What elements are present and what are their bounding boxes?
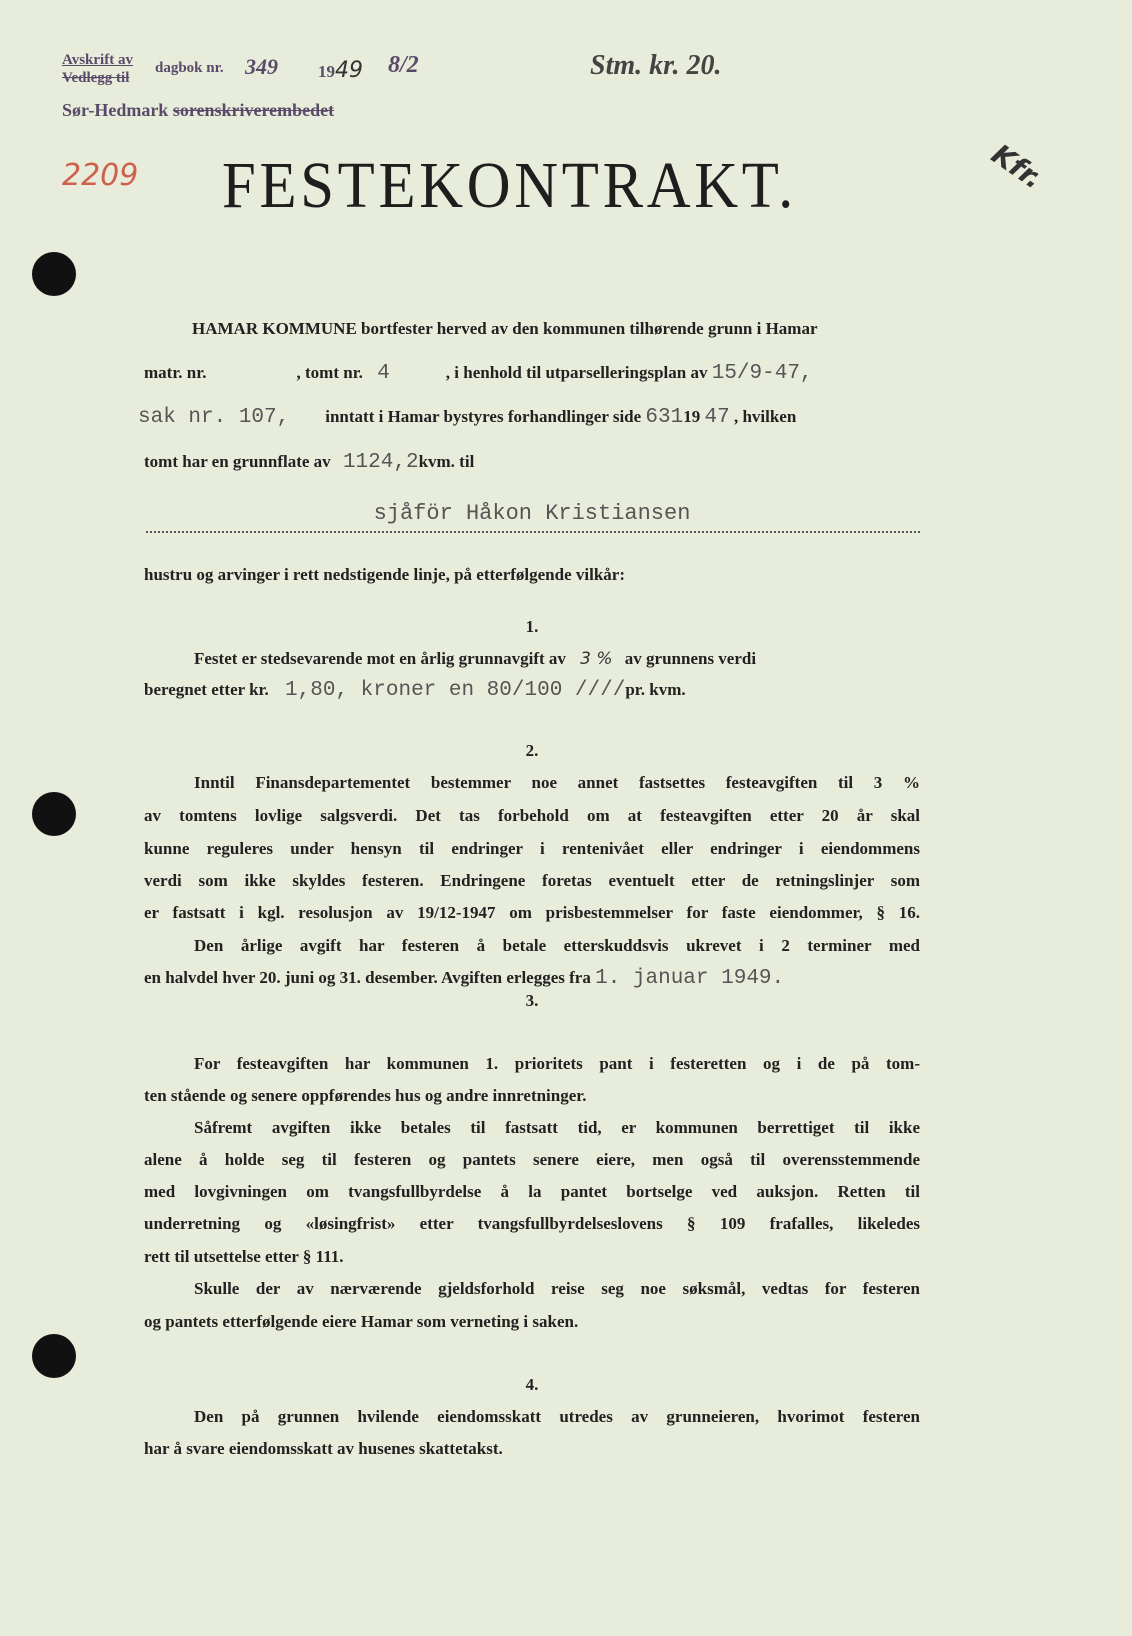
dotted-line <box>146 531 920 533</box>
section-3-line: For festeavgiften har kommunen 1. prioritets pant i festeretten og i de på tom- <box>194 1054 920 1073</box>
text: en halvdel hver 20. juni og 31. desember. Avgiften erlegges fra <box>144 968 591 987</box>
punch-hole <box>32 792 76 836</box>
section-3-line: rett til utsettelse etter § 111. <box>144 1247 344 1266</box>
plan-date: 15/9-47, <box>711 362 813 385</box>
document-title: FESTEKONTRAKT. <box>222 149 797 222</box>
text: pr. kvm. <box>625 680 686 699</box>
text: , hvilken <box>733 407 797 426</box>
section-2-line: Inntil Finansdepartementet bestemmer noe annet fastsettes festeavgiften til 3 % <box>194 773 920 792</box>
tomt-number: 4 <box>377 362 390 385</box>
office-struck: sorenskriverembedet <box>172 100 335 120</box>
price: 1,80, kroner en 80/100 //// <box>285 679 626 702</box>
section-3-line: alene å holde seg til festeren og pantets senere eiere, men også til overensstemmende <box>144 1150 920 1169</box>
text: matr. nr. <box>144 363 207 382</box>
text: Festet er stedsevarende mot en årlig grunnavgift av <box>194 649 566 668</box>
intro-line-1: HAMAR KOMMUNE bortfester herved av den kommunen tilhørende grunn i Hamar <box>192 319 818 338</box>
text: , i henhold til utparselleringsplan av <box>445 363 708 382</box>
section-3-line: med lovgivningen om tvangsfullbyrdelse å la pantet bortselge ved auksjon. Retten til <box>144 1182 920 1201</box>
section-2-line: av tomtens lovlige salgsverdi. Det tas forbehold om at festeavgiften etter 20 år skal <box>144 806 920 825</box>
section-3-line: Såfremt avgiften ikke betales til fastsatt tid, er kommunen berrettiget til ikke <box>194 1118 920 1137</box>
lessee-name: sjåför Håkon Kristiansen <box>373 501 691 526</box>
year: 47 <box>704 406 730 429</box>
reference-number: 2209 <box>62 158 139 193</box>
text: , tomt nr. <box>296 363 363 382</box>
punch-hole <box>32 1334 76 1378</box>
dagbok-number: 349 <box>245 54 278 79</box>
section-2-line: kunne reguleres under hensyn til endringer i rentenivået eller endringer i eiendommens <box>144 839 920 858</box>
percentage: 3 % <box>580 649 613 669</box>
stamp-dagbok: dagbok nr. <box>155 60 224 76</box>
text: 19 <box>683 407 701 426</box>
punch-hole <box>32 252 76 296</box>
year-suffix: 49 <box>335 58 363 83</box>
year-prefix: 19 <box>318 62 335 81</box>
text: inntatt i Hamar bystyres forhandlinger side <box>325 407 642 426</box>
section-3-line: Skulle der av nærværende gjeldsforhold reise seg noe søksmål, vedtas for festeren <box>194 1279 920 1298</box>
section-4-line: Den på grunnen hvilende eiendomsskatt utredes av grunneieren, hvorimot festeren <box>194 1407 920 1426</box>
intro-line-5: hustru og arvinger i rett nedstigende linje, på etterfølgende vilkår: <box>144 565 625 584</box>
initials: Kfr. <box>985 137 1049 196</box>
section-2-line: verdi som ikke skyldes festeren. Endringene foretas eventuelt etter de retningslinjer som <box>144 871 920 890</box>
stamp-duty-note: Stm. kr. 20. <box>590 50 722 81</box>
text: kvm. til <box>418 452 475 471</box>
section-4-number: 4. <box>525 1375 539 1394</box>
section-2-line: er fastsatt i kgl. resolusjon av 19/12-1947 om prisbestemmelser for faste eiendommer, § 16. <box>144 903 920 922</box>
text: av grunnens verdi <box>624 649 757 668</box>
office-name: Sør-Hedmark <box>62 100 169 120</box>
stamp-avskrift: Avskrift av <box>62 52 133 68</box>
date-handwritten: 8/2 <box>388 52 419 78</box>
section-3-number: 3. <box>525 991 539 1010</box>
text: tomt har en grunnflate av <box>144 452 331 471</box>
area: 1124,2 <box>342 451 419 474</box>
section-4-line: har å svare eiendomsskatt av husenes skattetakst. <box>144 1439 503 1458</box>
section-2-number: 2. <box>525 741 539 760</box>
section-3-line: underretning og «løsingfrist» etter tvangsfullbyrdelseslovens § 109 frafalles, likeledes <box>144 1214 920 1233</box>
section-3-line: ten stående og senere oppførendes hus og andre innretninger. <box>144 1086 587 1105</box>
section-3-line: og pantets etterfølgende eiere Hamar som verneting i saken. <box>144 1312 579 1331</box>
start-date: 1. januar 1949. <box>595 967 785 990</box>
page-number: 631 <box>645 406 684 429</box>
stamp-vedlegg: Vedlegg til <box>62 70 130 86</box>
section-1-number: 1. <box>525 617 539 636</box>
text: beregnet etter kr. <box>144 680 269 699</box>
case-number: sak nr. 107, <box>138 406 290 429</box>
section-2-line: Den årlige avgift har festeren å betale etterskuddsvis ukrevet i 2 terminer med <box>194 936 920 955</box>
